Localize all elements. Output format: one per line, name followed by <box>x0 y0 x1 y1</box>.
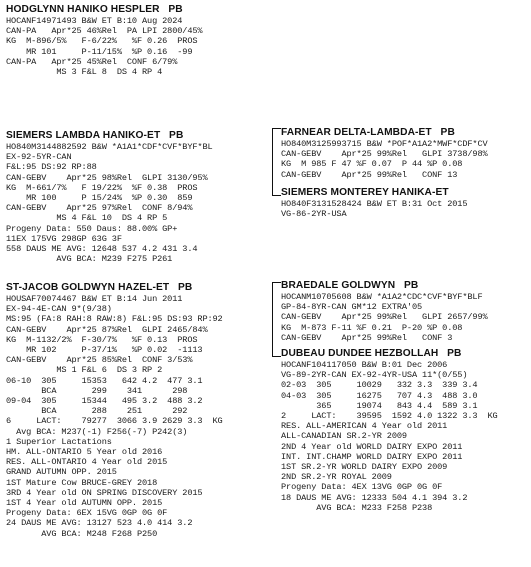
award-line: RES. ALL-AMERICAN 4 Year old 2011 <box>281 421 448 432</box>
pedigree-line: HO840F3131528424 B&W ET B:31 Oct 2015 <box>281 199 468 209</box>
lactation-record: 2 LACT: 39595 1592 4.0 1322 3.3 KG <box>281 411 498 422</box>
animal-name: FARNEAR DELTA-LAMBDA-ET PB <box>281 127 455 138</box>
pedigree-line: AVG BCA: M239 F275 P261 <box>6 254 173 265</box>
pedigree-line: VG-89-2YR-CAN EX-92-4YR-USA 11*(0/55) <box>281 370 468 381</box>
award-line: 1ST 4 Year old AUTUMN OPP. 2015 <box>6 498 163 509</box>
animal-name: SIEMERS MONTEREY HANIKA-ET <box>281 187 449 198</box>
pedigree-line: 18 DAUS ME AVG: 12333 504 4.1 394 3.2 <box>281 492 468 503</box>
pedigree-line: KG M-661/7% F 19/22% %F 0.38 PROS <box>6 182 198 193</box>
lactation-record: 365 19074 843 4.4 589 3.1 <box>281 400 478 411</box>
pedigree-line: MS 1 F&L 6 DS 3 RP 2 <box>6 365 163 376</box>
pedigree-line: KG M 985 F 47 %F 0.07 P 44 %P 0.08 <box>281 159 463 170</box>
pedigree-line: HOUSAF70074467 B&W ET B:14 Jun 2011 <box>6 294 183 304</box>
pedigree-line: KG M-1132/2% F-30/7% %F 0.13 PROS <box>6 334 198 345</box>
pedigree-line: MS 3 F&L 8 DS 4 RP 4 <box>6 67 163 78</box>
pedigree-line: CAN-PA Apr*25 45%Rel CONF 6/79% <box>6 56 178 67</box>
lactation-record: BCA 288 251 292 <box>6 406 188 417</box>
pedigree-line: CAN-GEBV Apr*25 87%Rel GLPI 2465/84% <box>6 324 208 335</box>
pedigree-line: MS:95 (FA:8 RAH:8 RAW:8) F&L:95 DS:93 RP:92 <box>6 314 223 325</box>
animal-block-dubeau <box>281 348 529 513</box>
pedigree-line: 11EX 175VG 298GP 63G 3F <box>6 233 122 244</box>
pedigree-line: CAN-GEBV Apr*25 98%Rel GLPI 3130/95% <box>6 172 208 183</box>
animal-name: DUBEAU DUNDEE HEZBOLLAH PB <box>281 348 462 359</box>
lactation-record: BCA 299 341 298 <box>6 385 188 396</box>
pedigree-line: Avg BCA: M237(-1) F256(-7) P242(3) <box>6 426 188 437</box>
award-line: 3RD 4 Year old ON SPRING DISCOVERY 2015 <box>6 487 203 498</box>
award-line: RES. ALL-ONTARIO 4 Year old 2015 <box>6 457 168 468</box>
pedigree-line: F&L:95 DS:92 RP:88 <box>6 162 97 173</box>
pedigree-line: MR 101 P-11/15% %P 0.16 -99 <box>6 46 193 57</box>
pedigree-line: EX-92-5YR-CAN <box>6 152 72 163</box>
dam-bracket-top <box>272 185 281 196</box>
pedigree-line: MR 100 P 15/24% %P 0.30 859 <box>6 193 193 204</box>
lactation-record: 04-03 305 16275 707 4.3 488 3.0 <box>281 390 478 401</box>
pedigree-line: AVG BCA: M233 F258 P238 <box>281 502 433 513</box>
animal-name: SIEMERS LAMBDA HANIKO-ET PB <box>6 130 184 141</box>
animal-block-siemers-monterey <box>281 187 529 219</box>
pedigree-line: Progeny Data: 6EX 15VG 0GP 0G 0F <box>6 508 168 519</box>
pedigree-line: MS 4 F&L 10 DS 4 RP 5 <box>6 213 168 224</box>
pedigree-line: HOCANM10705608 B&W *A1A2*CDC*CVF*BYF*BLF <box>281 292 483 302</box>
pedigree-line: HO840M3125993715 B&W *POF*A1A2*MWF*CDF*CV <box>281 139 488 149</box>
animal-name: ST-JACOB GOLDWYN HAZEL-ET PB <box>6 282 193 293</box>
animal-block-braedale <box>281 280 529 343</box>
pedigree-line: 1 Superior Lactations <box>6 436 112 447</box>
lactation-record: 6 LACT: 79277 3066 3.9 2629 3.3 KG <box>6 416 223 427</box>
animal-block-siemers-lambda <box>6 130 268 264</box>
pedigree-line: CAN-GEBV Apr*25 99%Rel CONF 13 <box>281 169 458 180</box>
award-line: 2ND SR.2-YR ROYAL 2009 <box>281 472 392 483</box>
animal-name: HODGLYNN HANIKO HESPLER PB <box>6 4 183 15</box>
award-line: INT. INT.CHAMP WORLD DAIRY EXPO 2011 <box>281 451 463 462</box>
sire-bracket-top <box>272 128 281 187</box>
pedigree-line: KG M-873 F-11 %F 0.21 P-20 %P 0.08 <box>281 322 463 333</box>
award-line: GRAND AUTUMN OPP. 2015 <box>6 467 117 478</box>
lactation-record: 06-10 305 15353 642 4.2 477 3.1 <box>6 375 203 386</box>
award-line: HM. ALL-ONTARIO 5 Year old 2016 <box>6 447 163 458</box>
pedigree-line: Progeny Data: 550 Daus: 88.00% GP+ <box>6 223 178 234</box>
award-line: 2ND 4 Year old WORLD DAIRY EXPO 2011 <box>281 441 463 452</box>
pedigree-line: CAN-GEBV Apr*25 99%Rel GLPI 3738/98% <box>281 149 488 160</box>
pedigree-line: AVG BCA: M248 F268 P250 <box>6 528 158 539</box>
pedigree-line: CAN-GEBV Apr*25 97%Rel CONF 8/94% <box>6 203 193 214</box>
pedigree-line: CAN-GEBV Apr*25 85%Rel CONF 3/53% <box>6 355 193 366</box>
animal-name: BRAEDALE GOLDWYN PB <box>281 280 419 291</box>
animal-block-st-jacob <box>6 282 274 539</box>
animal-block-hodglynn <box>6 4 268 77</box>
pedigree-line: HOCANF14971493 B&W ET B:10 Aug 2024 <box>6 16 183 26</box>
pedigree-line: GP-84-8YR-CAN GM*12 EXTRA'05 <box>281 302 423 313</box>
pedigree-line: 24 DAUS ME AVG: 13127 523 4.0 414 3.2 <box>6 518 193 529</box>
award-line: ALL-CANADIAN SR.2-YR 2009 <box>281 431 407 442</box>
pedigree-line: CAN-PA Apr*25 46%Rel PA LPI 2800/45% <box>6 26 203 37</box>
pedigree-line: VG-86-2YR-USA <box>281 209 347 220</box>
pedigree-line: KG M-896/5% F-6/22% %F 0.26 PROS <box>6 36 198 47</box>
award-line: 1ST Mature Cow BRUCE-GREY 2018 <box>6 477 158 488</box>
lactation-record: 02-03 305 10029 332 3.3 339 3.4 <box>281 380 478 391</box>
animal-block-farnear <box>281 127 529 180</box>
lactation-record: 09-04 305 15344 495 3.2 488 3.2 <box>6 396 203 407</box>
pedigree-line: CAN-GEBV Apr*25 99%Rel GLPI 2657/99% <box>281 312 488 323</box>
pedigree-line: HOCANF104117050 B&W B:01 Dec 2006 <box>281 360 448 370</box>
pedigree-line: EX-94-4E-CAN 9*(9/38) <box>6 304 112 315</box>
pedigree-line: Progeny Data: 4EX 13VG 0GP 0G 0F <box>281 482 443 493</box>
pedigree-line: HO840M3144882592 B&W *A1A1*CDF*CVF*BYF*BL <box>6 142 213 152</box>
award-line: 1ST SR.2-YR WORLD DAIRY EXPO 2009 <box>281 462 448 473</box>
pedigree-line: CAN-GEBV Apr*25 99%Rel CONF 3 <box>281 332 453 343</box>
pedigree-line: MR 102 P-37/1% %P 0.02 -1113 <box>6 345 203 356</box>
pedigree-line: 558 DAUS ME AVG: 12648 537 4.2 431 3.4 <box>6 244 198 255</box>
